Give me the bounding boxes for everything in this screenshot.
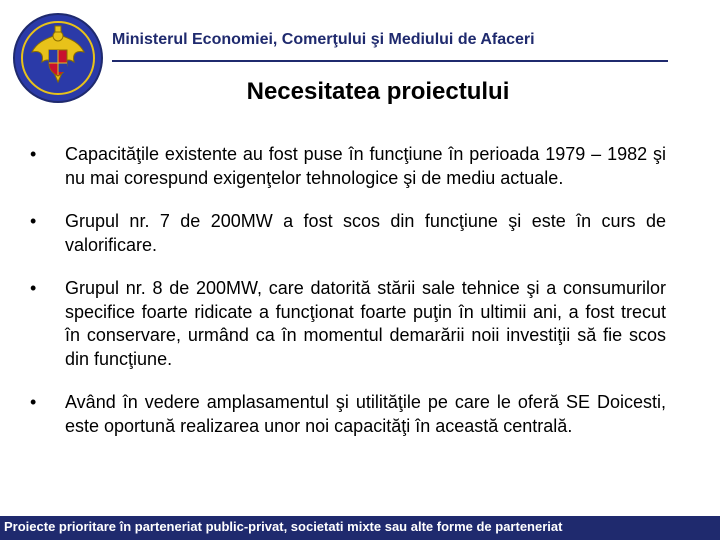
bullet-text: Grupul nr. 8 de 200MW, care datorită stării sale tehnice şi a consumurilor specifice foarte ridicate a funcţionat foarte puţin în ultimii ani, a fost trecut în conservare, urmând ca în momentul demarării noii investiţii să fie scos din funcţiune. bbox=[65, 278, 666, 369]
bullet-marker: • bbox=[30, 144, 37, 164]
bullet-text: Având în vedere amplasamentul şi utilităţile pe care le oferă SE Doicesti, este oportună realizarea unor noi capacităţi în această centrală. bbox=[65, 392, 666, 436]
ministry-name: Ministerul Economiei, Comerţului şi Mediului de Afaceri bbox=[112, 31, 535, 48]
bullet-text: Grupul nr. 7 de 200MW a fost scos din funcţiune şi este în curs de valorificare. bbox=[65, 211, 666, 255]
header-divider bbox=[112, 60, 668, 62]
footer-text: Proiecte prioritare în parteneriat public-privat, societati mixte sau alte forme de parteneriat bbox=[4, 519, 563, 534]
bullet-item bbox=[30, 391, 666, 438]
bullet-marker: • bbox=[30, 392, 37, 412]
bullet-marker: • bbox=[30, 211, 37, 231]
bullet-item bbox=[30, 277, 666, 371]
bullet-item bbox=[30, 210, 666, 257]
bullet-list bbox=[30, 143, 666, 458]
bullet-item bbox=[30, 143, 666, 190]
slide-title: Necesitatea proiectului bbox=[246, 78, 510, 105]
bullet-text: Capacităţile existente au fost puse în funcţiune în perioada 1979 – 1982 şi nu mai corespund exigenţelor tehnologice şi de mediu actuale. bbox=[65, 144, 666, 188]
bullet-marker: • bbox=[30, 278, 37, 298]
